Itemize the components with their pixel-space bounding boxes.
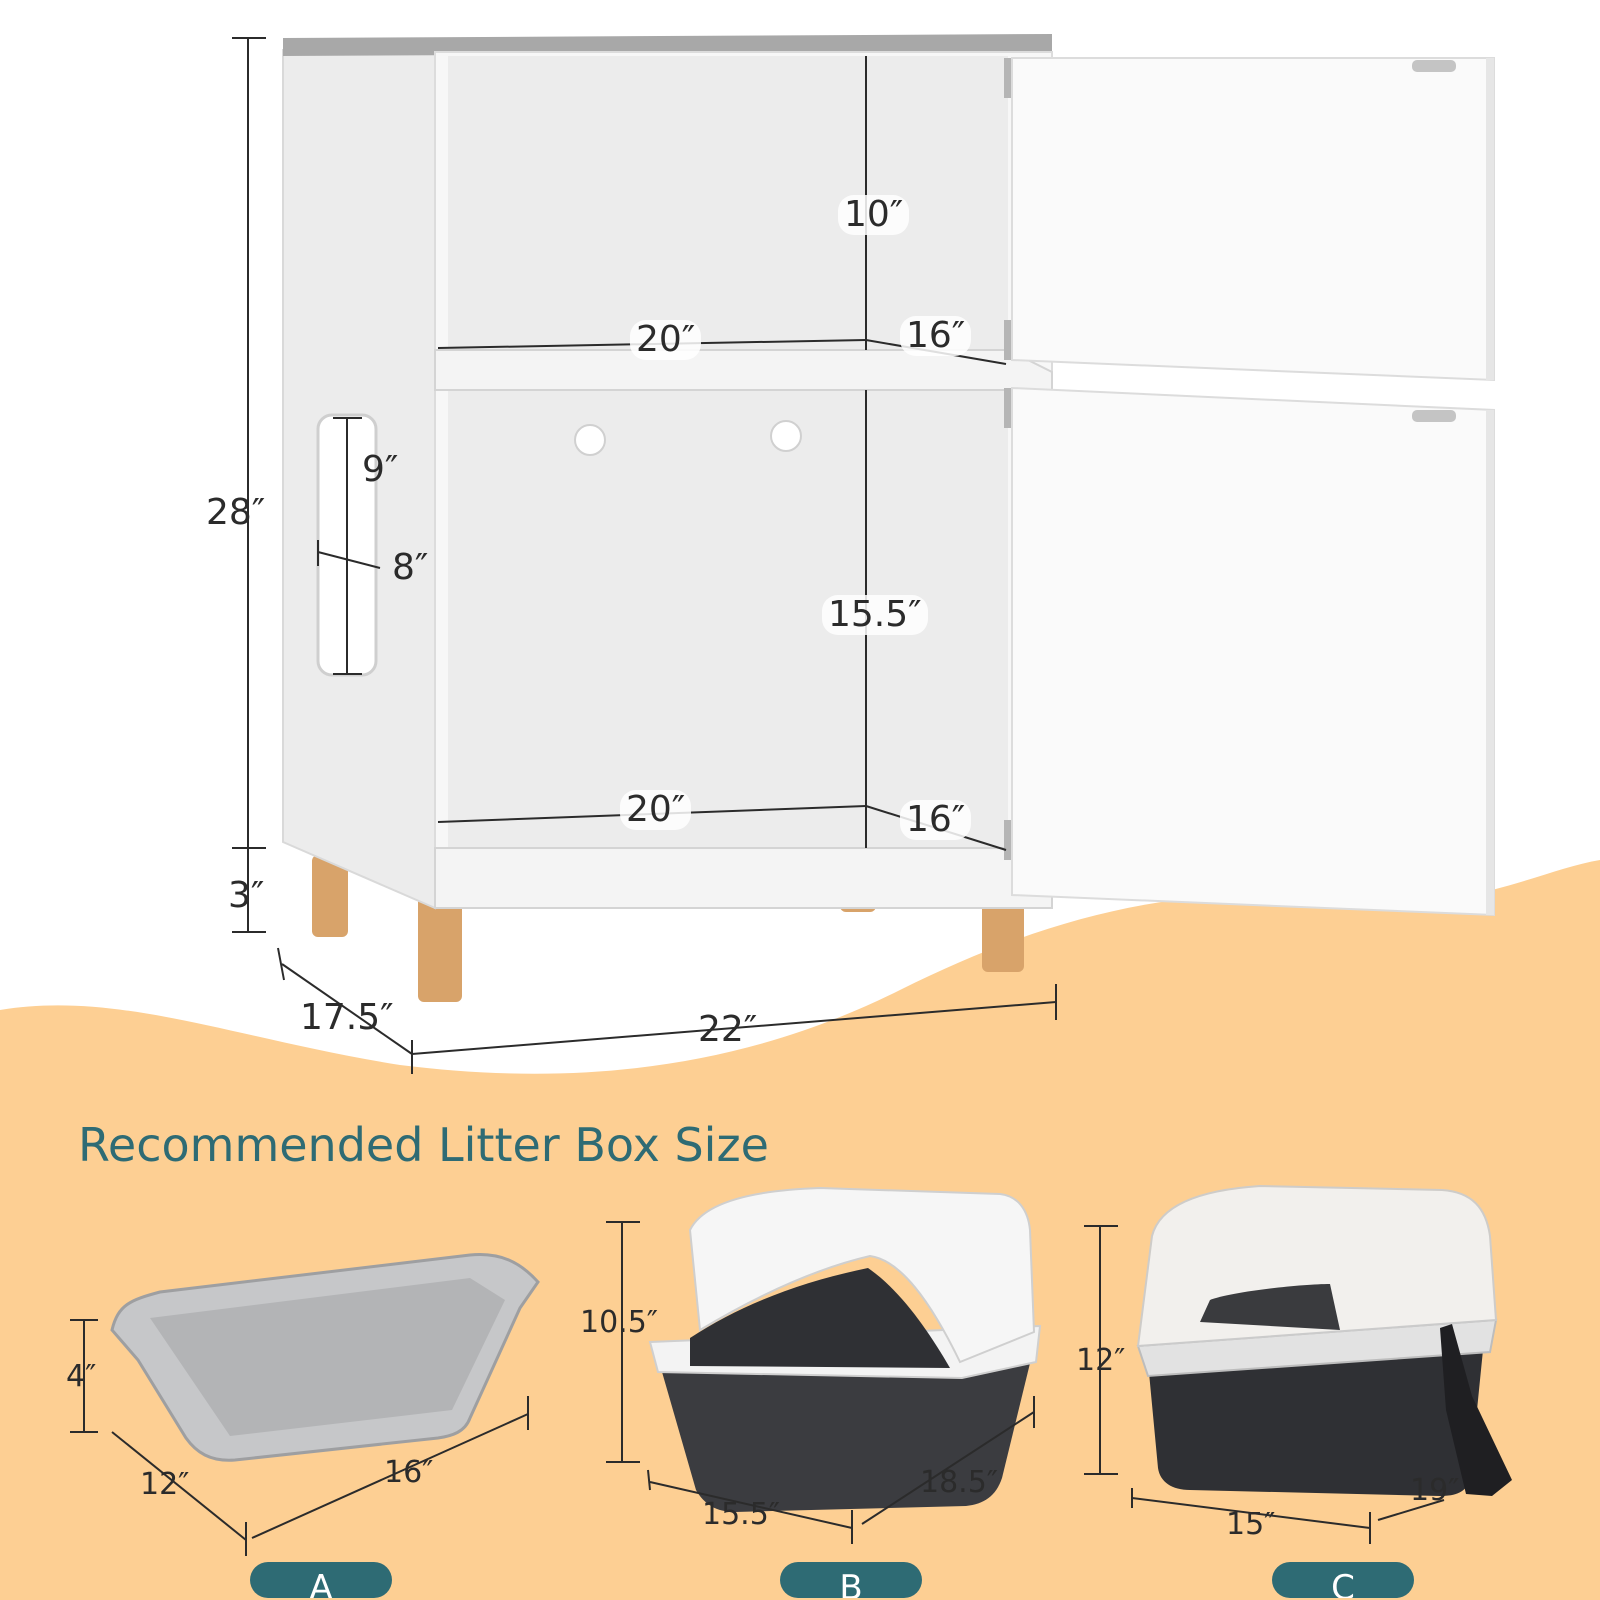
dimension-total-height: 28″ (206, 492, 266, 533)
litter-box-c-length: 19″ (1410, 1473, 1460, 1508)
litter-box-a-width: 12″ (140, 1467, 190, 1502)
lower-door-latch (1412, 410, 1456, 422)
litter-box-a-length: 16″ (384, 1455, 434, 1490)
litter-box-c-width: 15″ (1226, 1507, 1276, 1542)
lower-door (1012, 388, 1494, 915)
bottom-panel (435, 848, 1052, 908)
cabinet (283, 34, 1494, 1002)
upper-door-latch (1412, 60, 1456, 72)
upper-door (1012, 58, 1494, 380)
dimension-lower-height: 15.5″ (822, 595, 928, 635)
cable-hole-left (575, 425, 605, 455)
dimension-upper-depth: 16″ (900, 316, 971, 356)
upper-door-edge (1486, 58, 1494, 380)
litter-box-b (650, 1188, 1040, 1512)
litter-box-c-height: 12″ (1076, 1343, 1126, 1378)
cable-hole-right (771, 421, 801, 451)
dimension-lower-depth: 16″ (900, 800, 971, 840)
dimension-width: 22″ (698, 1009, 758, 1050)
litter-box-c-badge: C (1272, 1562, 1414, 1598)
litter-box-c (1138, 1186, 1512, 1496)
dimension-side-entry-height: 9″ (362, 449, 399, 490)
dimension-upper-width: 20″ (630, 320, 701, 360)
dimension-depth: 17.5″ (300, 997, 394, 1038)
litter-box-b-height: 10.5″ (580, 1305, 659, 1340)
dimension-lower-width: 20″ (620, 790, 691, 830)
litter-box-b-badge: B (780, 1562, 922, 1598)
litter-box-a-height: 4″ (66, 1359, 97, 1394)
litter-box-b-length: 18.5″ (920, 1465, 999, 1500)
dimension-side-entry-width: 8″ (392, 547, 429, 588)
lower-door-edge (1486, 410, 1494, 915)
section-title: Recommended Litter Box Size (78, 1118, 769, 1172)
litter-box-a-badge: A (250, 1562, 392, 1598)
litter-box-b-width: 15.5″ (702, 1497, 781, 1532)
dimension-upper-height: 10″ (838, 195, 909, 235)
upper-compartment (448, 56, 1008, 356)
dimension-leg-height: 3″ (228, 875, 265, 916)
